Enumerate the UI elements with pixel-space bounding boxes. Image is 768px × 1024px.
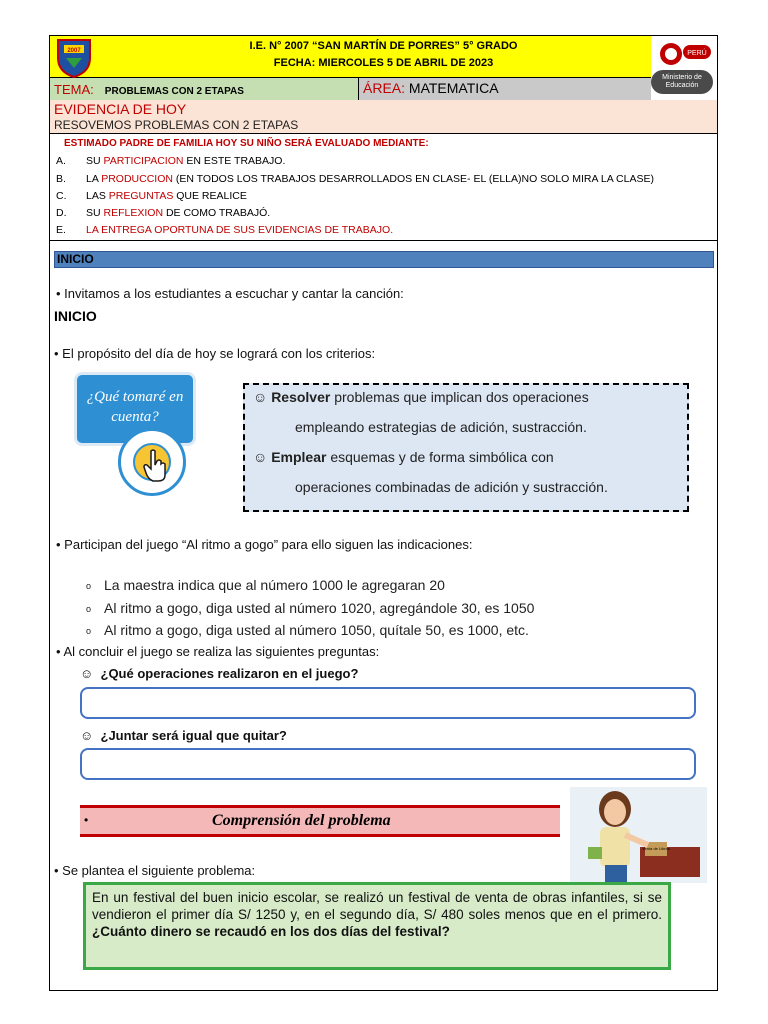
peru-shield-icon: [651, 36, 717, 70]
answer-input-2[interactable]: [80, 748, 696, 780]
girl-selling-books-illustration: [570, 787, 707, 883]
topic-row: [50, 78, 651, 100]
question-1: ☺ ¿Qué operaciones realizaron en el juego?: [80, 666, 359, 681]
criteria-card-label: ¿Qué tomaré en cuenta?: [86, 389, 184, 425]
problem-question: ¿Cuánto dinero se recaudó en los dos días del festival?: [92, 924, 450, 939]
ministry-label: Ministerio de Educación: [651, 70, 713, 94]
header-title: I.E. N° 2007 “SAN MARTÍN DE PORRES” 5° GRADO: [249, 40, 518, 52]
invite-text: • Invitamos a los estudiantes a escuchar y cantar la canción:: [56, 286, 404, 301]
evidence-title: EVIDENCIA DE HOY: [54, 101, 187, 117]
area-cell: [359, 78, 651, 100]
area-value: MATEMATICA: [408, 80, 499, 96]
evidence-section: [50, 100, 717, 134]
problem-box: [83, 882, 671, 970]
notice-item: A. SU PARTICIPACION EN ESTE TRABAJO.: [56, 155, 286, 167]
notice-item: C. LAS PREGUNTAS QUE REALICE: [56, 190, 247, 202]
conclude-text: • Al concluir el juego se realiza las siguientes preguntas:: [56, 644, 380, 659]
logo-year: 2007: [67, 48, 81, 54]
comprehension-title: Comprensión del problema: [212, 812, 391, 829]
section-bar-inicio: INICIO: [54, 251, 714, 268]
notice-item: E. LA ENTREGA OPORTUNA DE SUS EVIDENCIAS DE TRABAJO.: [56, 224, 394, 236]
hand-pointer-icon: [118, 428, 186, 496]
notice-title: ESTIMADO PADRE DE FAMILIA HOY SU NIÑO SERÁ EVALUADO MEDIANTE:: [64, 138, 429, 149]
criterion-line-cont: operaciones combinadas de adición y sustracción.: [295, 479, 608, 495]
purpose-text: • El propósito del día de hoy se logrará con los criterios:: [54, 346, 376, 361]
criterion-line: ☺ Resolver problemas que implican dos operaciones: [253, 389, 589, 405]
topic-key: TEMA:: [54, 82, 94, 97]
problem-intro: • Se plantea el siguiente problema:: [54, 863, 256, 878]
criterion-line: ☺ Emplear esquemas y de forma simbólica con: [253, 449, 554, 465]
game-step: o La maestra indica que al número 1000 le agregaran 20: [86, 577, 445, 593]
evidence-text: RESOVEMOS PROBLEMAS CON 2 ETAPAS: [54, 118, 299, 132]
worksheet-page: [49, 35, 718, 991]
criterion-line-cont: empleando estrategias de adición, sustracción.: [295, 419, 587, 435]
topic-cell: [50, 78, 359, 100]
question-2: ☺ ¿Juntar será igual que quitar?: [80, 728, 287, 743]
game-intro: • Participan del juego “Al ritmo a gogo” para ello siguen las indicaciones:: [56, 537, 473, 552]
ministry-logo: [651, 36, 717, 98]
problem-text: En un festival del buen inicio escolar, se realizó un festival de venta de obras infantiles, si se vendieron el primer día S/ 1250 y, en el segundo día, S/ 480 soles menos que en el primero.: [92, 890, 662, 922]
header-bar: [50, 36, 717, 78]
inicio-heading: INICIO: [54, 308, 97, 324]
game-step: o Al ritmo a gogo, diga usted al número 1020, agregándole 30, es 1050: [86, 600, 535, 616]
comprehension-header: [80, 805, 560, 837]
header-date: FECHA: MIERCOLES 5 DE ABRIL DE 2023: [273, 57, 494, 69]
evaluation-notice: [50, 134, 717, 241]
peru-label: PERÚ: [687, 50, 707, 57]
girl-sign-text: Venta de Libros: [642, 846, 670, 851]
answer-input-1[interactable]: [80, 687, 696, 719]
comprehension-bullet: •: [84, 813, 89, 827]
area-key: ÁREA:: [363, 80, 406, 96]
notice-item: D. SU REFLEXION DE COMO TRABAJÓ.: [56, 207, 271, 219]
criteria-box: [243, 383, 689, 512]
notice-item: B. LA PRODUCCION (EN TODOS LOS TRABAJOS DESARROLLADOS EN CLASE- EL (ELLA)NO SOLO MIRA LA CLASE): [56, 173, 654, 185]
game-step: o Al ritmo a gogo, diga usted al número 1050, quítale 50, es 1000, etc.: [86, 622, 529, 638]
topic-value: PROBLEMAS CON 2 ETAPAS: [104, 86, 244, 97]
